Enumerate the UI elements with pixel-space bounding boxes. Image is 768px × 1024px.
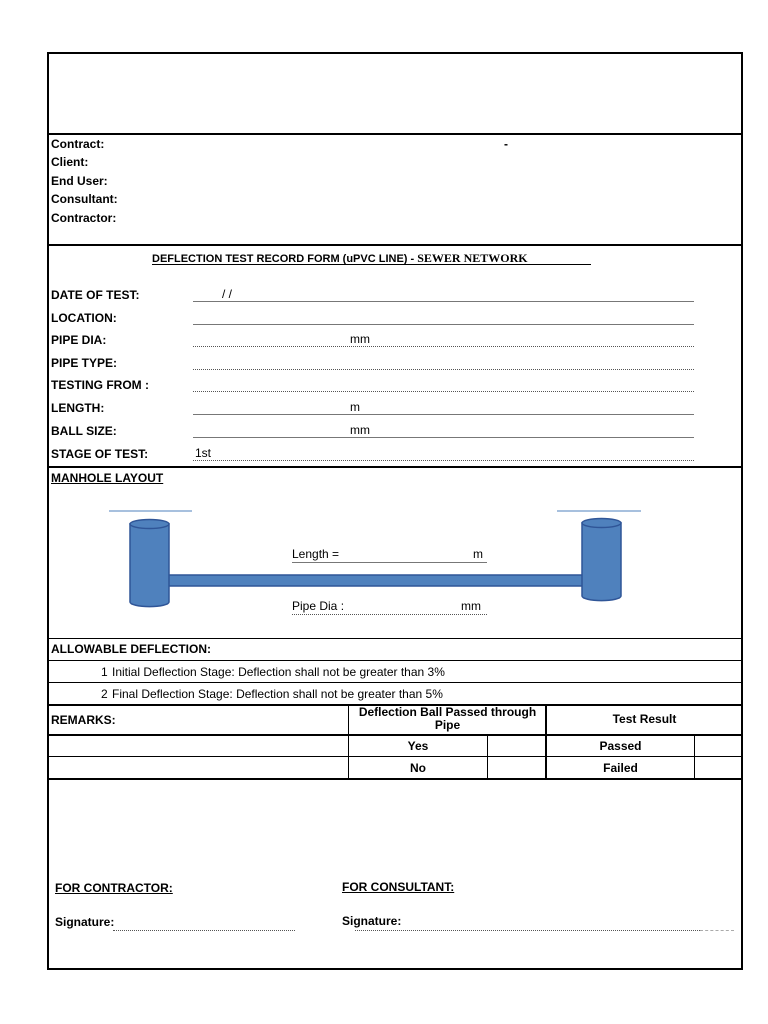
for-contractor-label: FOR CONTRACTOR: — [55, 881, 173, 895]
field-underline — [193, 391, 694, 392]
no-cell: No — [410, 761, 426, 775]
consultant-signature-label: Signature: — [342, 914, 402, 928]
manhole-divider — [47, 638, 743, 639]
field-underline — [193, 437, 694, 438]
deflection-item-2-num: 2 — [101, 687, 108, 701]
deflection-divider-2 — [47, 682, 743, 683]
deflection-item-1-num: 1 — [101, 665, 108, 679]
field-label: PIPE TYPE: — [51, 356, 118, 370]
field-underline — [193, 301, 694, 302]
field-value[interactable]: mm — [350, 332, 370, 346]
contractor-signature-line — [113, 930, 295, 931]
consultant-signature-line-tail — [700, 930, 734, 931]
manhole-diagram — [100, 500, 660, 630]
length-unit: m — [473, 547, 483, 561]
info-divider — [47, 244, 743, 246]
table-header-bottom — [47, 734, 743, 736]
field-value[interactable]: mm — [350, 423, 370, 437]
manhole-layout-title: MANHOLE LAYOUT — [51, 471, 164, 485]
field-underline — [193, 324, 694, 325]
pipe-dia-underline — [292, 614, 487, 615]
pipe-dia-label: Pipe Dia : — [292, 599, 345, 613]
fields-divider — [47, 466, 743, 468]
for-consultant-label: FOR CONSULTANT: — [342, 880, 455, 894]
allowable-deflection-title: ALLOWABLE DEFLECTION: — [51, 642, 211, 656]
deflection-item-1-text: Initial Deflection Stage: Deflection shall not be greater than 3% — [112, 665, 445, 679]
failed-cell: Failed — [603, 761, 638, 775]
field-underline — [193, 346, 694, 347]
field-underline — [193, 414, 694, 415]
contractor-label: Contractor: — [51, 211, 117, 225]
table-row-divider — [47, 756, 743, 757]
form-title-underline — [152, 264, 591, 265]
pipe-dia-unit: mm — [461, 599, 481, 613]
test-result-header: Test Result — [612, 712, 677, 726]
right-manhole-shape — [582, 519, 621, 601]
field-label: TESTING FROM : — [51, 378, 149, 392]
ball-passed-header: Deflection Ball Passed through Pipe — [358, 705, 537, 732]
form-title-network: SEWER NETWORK — [417, 251, 528, 265]
passed-cell: Passed — [599, 739, 642, 753]
pipe-shape — [168, 575, 583, 586]
length-underline — [292, 562, 487, 563]
client-label: Client: — [51, 155, 89, 169]
yes-cell: Yes — [407, 739, 429, 753]
deflection-divider-1 — [47, 660, 743, 661]
contractor-signature-label: Signature: — [55, 915, 115, 929]
field-label: DATE OF TEST: — [51, 288, 140, 302]
form-title-main: DEFLECTION TEST RECORD FORM (uPVC LINE) - — [152, 253, 418, 265]
header-divider — [47, 133, 743, 135]
left-manhole-shape — [130, 520, 169, 607]
contract-label: Contract: — [51, 137, 105, 151]
field-label: LOCATION: — [51, 311, 117, 325]
field-underline — [193, 460, 694, 461]
field-label: LENGTH: — [51, 401, 105, 415]
contract-dash: - — [504, 137, 508, 151]
field-value[interactable]: m — [350, 400, 360, 414]
remarks-label: REMARKS: — [51, 713, 116, 727]
field-value[interactable]: / / — [222, 287, 233, 301]
deflection-item-2-text: Final Deflection Stage: Deflection shall not be greater than 5% — [112, 687, 443, 701]
length-label: Length = — [292, 547, 340, 561]
field-underline — [193, 369, 694, 370]
field-label: STAGE OF TEST: — [51, 447, 149, 461]
field-label: BALL SIZE: — [51, 424, 117, 438]
table-bottom — [47, 778, 743, 780]
end-user-label: End User: — [51, 174, 108, 188]
field-value[interactable]: 1st — [195, 446, 212, 460]
field-label: PIPE DIA: — [51, 333, 107, 347]
consultant-label: Consultant: — [51, 192, 118, 206]
consultant-signature-line — [355, 930, 700, 931]
